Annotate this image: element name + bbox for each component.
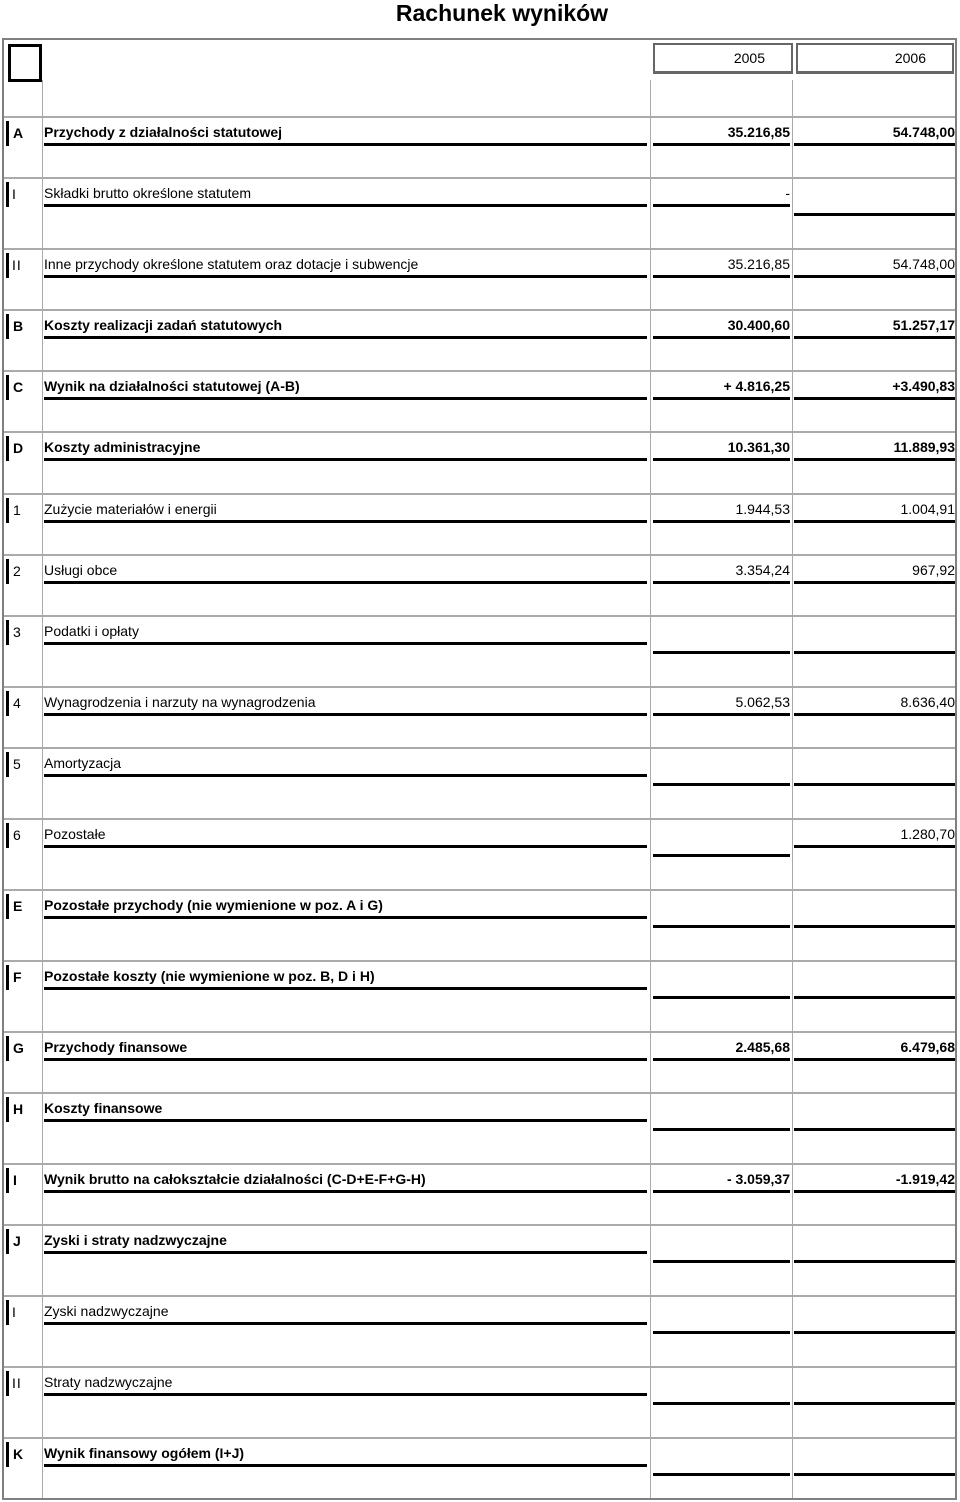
row-separator [4,1092,955,1094]
row-separator [4,1295,955,1297]
row-separator [4,686,955,688]
row-code: II [6,253,40,278]
row-separator [4,554,955,556]
value-2006 [794,1330,955,1334]
value-2006: 1.004,91 [794,498,955,523]
row-code: A [6,121,40,146]
row-label: Zyski i straty nadzwyczajne [44,1229,647,1254]
value-2005 [653,1259,790,1263]
row-code: I [6,1168,40,1193]
row-label: Przychody z działalności statutowej [44,121,647,146]
row-code: 1 [6,498,40,523]
value-2006: -1.919,42 [794,1168,955,1193]
row-separator [4,889,955,891]
row-code: G [6,1036,40,1061]
value-2006: 11.889,93 [794,436,955,461]
value-2006: 54.748,00 [794,121,955,146]
value-2005 [653,782,790,786]
value-2006 [794,995,955,999]
row-label: Koszty finansowe [44,1097,647,1122]
value-2005: 10.361,30 [653,436,790,461]
value-2005: - 3.059,37 [653,1168,790,1193]
row-label: Pozostałe przychody (nie wymienione w poz. A i G) [44,894,647,919]
income-statement-table [2,38,957,1500]
grid-divider-label [650,80,651,1498]
row-label: Wynik na działalności statutowej (A-B) [44,375,647,400]
row-label: Zużycie materiałów i energii [44,498,647,523]
value-2006 [794,212,955,216]
row-label: Koszty administracyjne [44,436,647,461]
value-2006 [794,924,955,928]
value-2005: 30.400,60 [653,314,790,339]
row-code: B [6,314,40,339]
column-header-2005: 2005 [653,43,793,74]
value-2006: 8.636,40 [794,691,955,716]
value-2006: 54.748,00 [794,253,955,278]
row-separator [4,431,955,433]
value-2005 [653,995,790,999]
row-separator [4,309,955,311]
row-label: Zyski nadzwyczajne [44,1300,647,1325]
value-2006: 1.280,70 [794,823,955,848]
row-code: I [6,182,40,207]
column-header-2006: 2006 [796,43,954,74]
value-2005: + 4.816,25 [653,375,790,400]
row-code: H [6,1097,40,1122]
row-code: D [6,436,40,461]
value-2006 [794,650,955,654]
value-2006 [794,1127,955,1131]
row-label: Wynagrodzenia i narzuty na wynagrodzenia [44,691,647,716]
row-label: Straty nadzwyczajne [44,1371,647,1396]
row-code: 5 [6,752,40,777]
row-code: 4 [6,691,40,716]
value-2005: 3.354,24 [653,559,790,584]
row-separator [4,1366,955,1368]
value-2005 [653,1127,790,1131]
row-separator [4,1163,955,1165]
top-left-corner-box [8,44,42,82]
value-2006 [794,1259,955,1263]
row-code: F [6,965,40,990]
value-2005: 1.944,53 [653,498,790,523]
row-label: Inne przychody określone statutem oraz dotacje i subwencje [44,253,647,278]
value-2005: 35.216,85 [653,253,790,278]
row-label: Pozostałe [44,823,647,848]
grid-divider-code [42,80,43,1498]
row-separator [4,1224,955,1226]
row-separator [4,248,955,250]
value-2005: 5.062,53 [653,691,790,716]
value-2005: 2.485,68 [653,1036,790,1061]
value-2006 [794,1472,955,1476]
value-2006: 967,92 [794,559,955,584]
row-label: Przychody finansowe [44,1036,647,1061]
row-code: I [6,1300,40,1325]
value-2005: - [653,182,790,207]
value-2005 [653,853,790,857]
row-code: E [6,894,40,919]
row-code: K [6,1442,40,1467]
value-2005 [653,1330,790,1334]
row-code: C [6,375,40,400]
value-2005 [653,924,790,928]
page-title: Rachunek wyników [395,0,609,26]
value-2006: +3.490,83 [794,375,955,400]
value-2005 [653,1401,790,1405]
row-label: Wynik finansowy ogółem (I+J) [44,1442,647,1467]
row-label: Składki brutto określone statutem [44,182,647,207]
value-2005 [653,1472,790,1476]
row-label: Amortyzacja [44,752,647,777]
row-label: Koszty realizacji zadań statutowych [44,314,647,339]
row-separator [4,818,955,820]
row-separator [4,177,955,179]
row-code: 6 [6,823,40,848]
value-2006: 51.257,17 [794,314,955,339]
row-label: Podatki i opłaty [44,620,647,645]
row-separator [4,1031,955,1033]
row-separator [4,493,955,495]
row-label: Usługi obce [44,559,647,584]
row-separator [4,116,955,118]
row-separator [4,370,955,372]
row-code: 2 [6,559,40,584]
row-separator [4,1437,955,1439]
row-label: Wynik brutto na całokształcie działalności (C-D+E-F+G-H) [44,1168,647,1193]
row-code: II [6,1371,40,1396]
row-label: Pozostałe koszty (nie wymienione w poz. B, D i H) [44,965,647,990]
value-2006 [794,1401,955,1405]
row-separator [4,960,955,962]
row-separator [4,615,955,617]
row-code: J [6,1229,40,1254]
row-code: 3 [6,620,40,645]
value-2006: 6.479,68 [794,1036,955,1061]
value-2005 [653,650,790,654]
row-separator [4,747,955,749]
value-2005: 35.216,85 [653,121,790,146]
grid-divider-2005 [792,80,793,1498]
value-2006 [794,782,955,786]
